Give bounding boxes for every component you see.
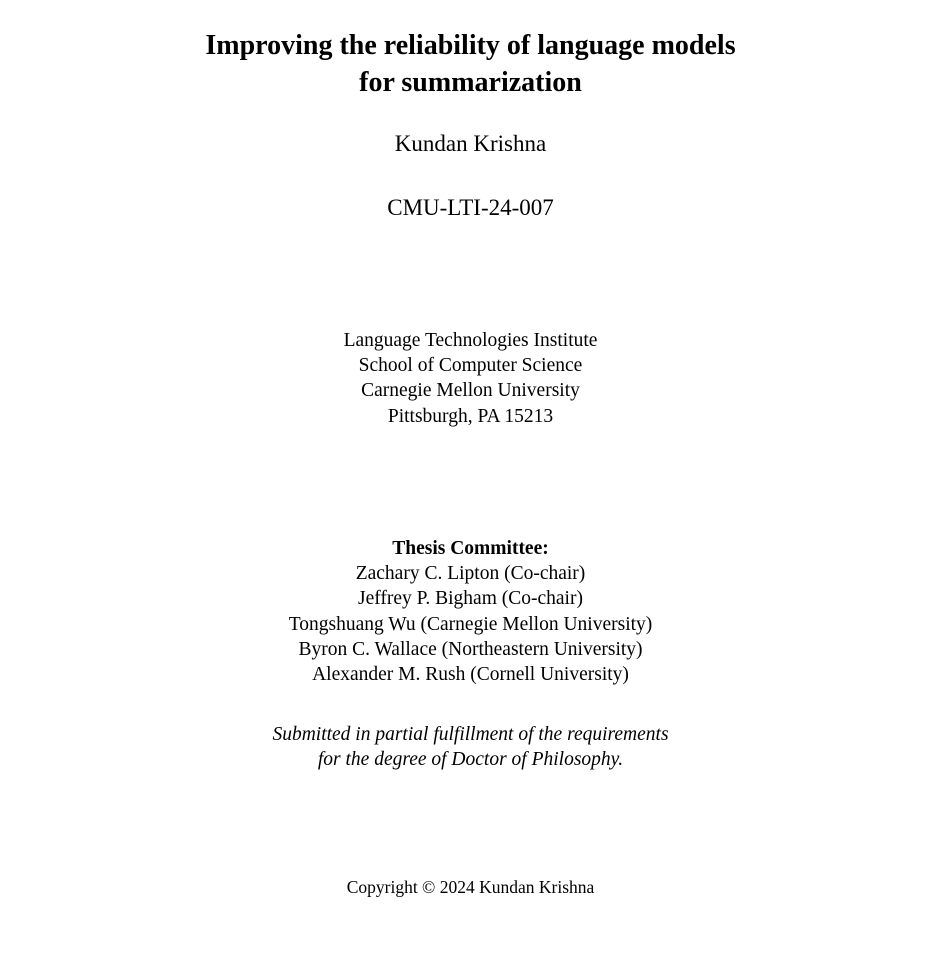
committee-member: Alexander M. Rush (Cornell University) (312, 664, 629, 686)
submission-line-1: Submitted in partial fulfillment of the requirements (272, 724, 669, 745)
author-name: Kundan Krishna (394, 131, 547, 156)
affiliation-address: Pittsburgh, PA 15213 (387, 405, 554, 427)
submission-statement (0, 722, 941, 772)
report-number: CMU-LTI-24-007 (387, 195, 554, 220)
committee-member: Tongshuang Wu (Carnegie Mellon University) (288, 613, 653, 635)
affiliation (0, 328, 941, 429)
committee-member: Byron C. Wallace (Northeastern University) (298, 638, 643, 660)
committee-heading: Thesis Committee: (392, 538, 549, 559)
thesis-title (0, 27, 941, 101)
affiliation-school: School of Computer Science (358, 355, 583, 377)
affiliation-institute: Language Technologies Institute (343, 330, 598, 351)
committee-member: Jeffrey P. Bigham (Co-chair) (358, 588, 583, 610)
committee-member: Zachary C. Lipton (Co-chair) (355, 563, 586, 585)
affiliation-university: Carnegie Mellon University (361, 380, 580, 402)
thesis-title-line-2: for summarization (359, 67, 582, 98)
copyright-notice: Copyright © 2024 Kundan Krishna (346, 877, 595, 897)
thesis-title-line-1: Improving the reliability of language models (205, 30, 736, 61)
thesis-committee (0, 536, 941, 687)
submission-line-2: for the degree of Doctor of Philosophy. (317, 749, 624, 771)
